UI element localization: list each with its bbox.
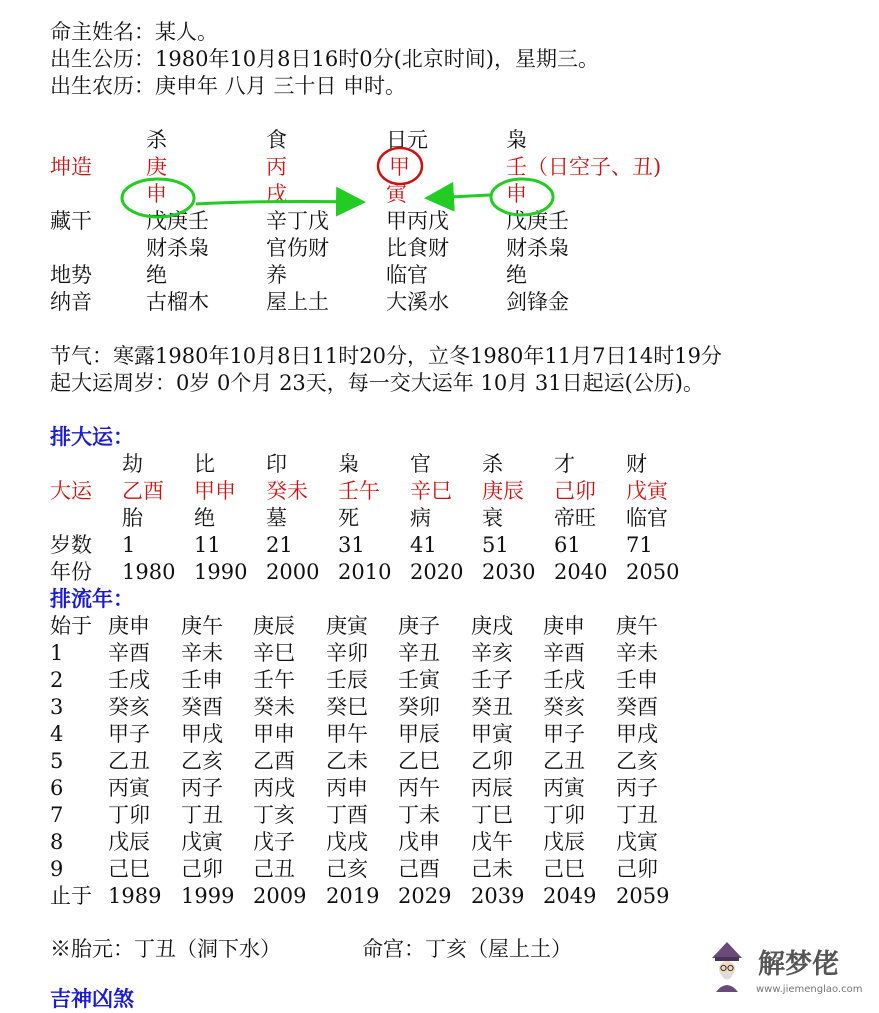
dayun-pillar: 辛巳 — [410, 479, 452, 503]
dayun-age: 31 — [338, 533, 365, 557]
liunian-cell: 辛未 — [181, 641, 223, 665]
liunian-cell: 辛亥 — [471, 641, 513, 665]
liunian-cell: 辛酉 — [108, 641, 150, 665]
liunian-cell: 戊寅 — [616, 830, 658, 854]
liunian-cell: 乙酉 — [253, 749, 295, 773]
liunian-row-label: 4 — [50, 722, 64, 746]
liunian-cell: 癸亥 — [108, 695, 150, 719]
liunian-cell: 乙亥 — [181, 749, 223, 773]
dayun-god: 才 — [554, 452, 575, 476]
liunian-cell: 甲子 — [543, 722, 585, 746]
liunian-cell: 辛卯 — [326, 641, 368, 665]
liunian-cell: 丙子 — [181, 776, 223, 800]
dayun-age: 51 — [482, 533, 509, 557]
dayun-pillar: 戊寅 — [626, 479, 668, 503]
start-luck-line: 起大运周岁：0岁 0个月 23天，每一交大运年 10月 31日起运(公历)。 — [50, 371, 704, 395]
liunian-row-label: 5 — [50, 749, 64, 773]
dayun-age: 1 — [122, 533, 136, 557]
liunian-cell: 庚申 — [108, 614, 150, 638]
liunian-cell: 戊辰 — [543, 830, 585, 854]
liunian-cell: 乙亥 — [616, 749, 658, 773]
liunian-row-label: 8 — [50, 830, 64, 854]
dayun-god: 比 — [194, 452, 215, 476]
dayun-state: 临官 — [626, 506, 668, 530]
liunian-row-label: 1 — [50, 641, 64, 665]
liunian-cell: 壬戌 — [108, 668, 150, 692]
dishi-value: 临官 — [386, 263, 428, 287]
earthly-branch: 戌 — [266, 182, 287, 206]
dishi-value: 绝 — [146, 263, 167, 287]
dayun-state: 死 — [338, 506, 359, 530]
dayun-pillar: 壬午 — [338, 479, 380, 503]
dayun-state: 绝 — [194, 506, 215, 530]
earthly-branch: 申 — [506, 182, 527, 206]
liunian-cell: 己未 — [471, 857, 513, 881]
earthly-branch: 申 — [146, 182, 167, 206]
heavenly-stem: 丙 — [266, 155, 287, 179]
dayun-year: 2030 — [482, 560, 536, 584]
watermark-brand: 解梦佬 — [758, 949, 839, 980]
dayun-year: 2010 — [338, 560, 392, 584]
liunian-cell: 甲戌 — [616, 722, 658, 746]
liunian-cell: 丁丑 — [181, 803, 223, 827]
liunian-cell: 癸酉 — [181, 695, 223, 719]
liunian-cell: 戊戌 — [326, 830, 368, 854]
dayun-god: 印 — [266, 452, 287, 476]
lunar-birth-line: 出生农历：庚申年 八月 三十日 申时。 — [50, 74, 407, 98]
dayun-pillar: 乙酉 — [122, 479, 164, 503]
liunian-cell: 庚戌 — [471, 614, 513, 638]
liunian-cell: 乙巳 — [398, 749, 440, 773]
dayun-pillar: 癸未 — [266, 479, 308, 503]
liunian-cell: 1989 — [108, 884, 162, 908]
nayin-label: 纳音 — [50, 290, 92, 314]
liunian-row-label: 2 — [50, 668, 64, 692]
nayin-value: 剑锋金 — [506, 290, 569, 314]
year-label: 年份 — [50, 560, 92, 584]
solar-terms-line: 节气：寒露1980年10月8日11时20分，立冬1980年11月7日14时19分 — [50, 344, 722, 368]
liunian-cell: 戊午 — [471, 830, 513, 854]
liunian-cell: 丁丑 — [616, 803, 658, 827]
liunian-cell: 辛巳 — [253, 641, 295, 665]
liunian-cell: 甲午 — [326, 722, 368, 746]
hidden-stems: 辛丁戊 — [266, 209, 329, 233]
dayun-pillar: 己卯 — [554, 479, 596, 503]
liunian-cell: 癸亥 — [543, 695, 585, 719]
liunian-cell: 癸卯 — [398, 695, 440, 719]
liunian-cell: 己卯 — [616, 857, 658, 881]
dayun-age: 11 — [194, 533, 221, 557]
dayun-state: 帝旺 — [554, 506, 596, 530]
liunian-cell: 2009 — [253, 884, 307, 908]
liunian-cell: 壬辰 — [326, 668, 368, 692]
liunian-cell: 乙丑 — [543, 749, 585, 773]
dayun-pillar: 甲申 — [194, 479, 236, 503]
fortune-teller-logo-icon — [710, 938, 744, 994]
liunian-row-label: 6 — [50, 776, 64, 800]
watermark-url: www.jiemenglao.com — [756, 984, 863, 995]
dayun-year: 2050 — [626, 560, 680, 584]
dayun-year: 2000 — [266, 560, 320, 584]
liunian-row-label: 9 — [50, 857, 64, 881]
liunian-row-label: 3 — [50, 695, 64, 719]
taiyuan-line: ※胎元：丁丑（洞下水） — [50, 937, 281, 961]
liunian-cell: 戊申 — [398, 830, 440, 854]
dayun-state: 衰 — [482, 506, 503, 530]
dayun-god: 劫 — [122, 452, 143, 476]
liunian-cell: 丙申 — [326, 776, 368, 800]
hidden-stems: 甲丙戊 — [386, 209, 449, 233]
hidden-gods: 财杀枭 — [146, 236, 209, 260]
ten-god: 日元 — [386, 128, 428, 152]
liunian-cell: 癸丑 — [471, 695, 513, 719]
liunian-cell: 丙辰 — [471, 776, 513, 800]
liunian-cell: 己丑 — [253, 857, 295, 881]
dayun-age: 61 — [554, 533, 581, 557]
liunian-cell: 丙子 — [616, 776, 658, 800]
liunian-cell: 戊辰 — [108, 830, 150, 854]
name-line: 命主姓名：某人。 — [50, 20, 218, 44]
age-label: 岁数 — [50, 533, 92, 557]
dayun-year: 1990 — [194, 560, 248, 584]
ten-god: 枭 — [506, 128, 527, 152]
liunian-cell: 己巳 — [108, 857, 150, 881]
liunian-cell: 2019 — [326, 884, 380, 908]
liunian-cell: 2039 — [471, 884, 525, 908]
hidden-gods: 比食财 — [386, 236, 449, 260]
liunian-cell: 戊寅 — [181, 830, 223, 854]
dayun-year: 2040 — [554, 560, 608, 584]
liunian-cell: 丁卯 — [543, 803, 585, 827]
liunian-cell: 甲寅 — [471, 722, 513, 746]
liunian-cell: 庚午 — [616, 614, 658, 638]
heavenly-stem: 庚 — [146, 155, 167, 179]
liunian-cell: 乙卯 — [471, 749, 513, 773]
green-arrow-annotation — [430, 195, 490, 198]
ten-god: 杀 — [146, 128, 167, 152]
dayun-age: 71 — [626, 533, 653, 557]
liunian-heading: 排流年： — [50, 587, 134, 611]
liunian-cell: 甲戌 — [181, 722, 223, 746]
dayun-state: 墓 — [266, 506, 287, 530]
liunian-cell: 己巳 — [543, 857, 585, 881]
kun-label: 坤造 — [50, 155, 92, 179]
liunian-cell: 庚午 — [181, 614, 223, 638]
liunian-cell: 己卯 — [181, 857, 223, 881]
earthly-branch: 寅 — [386, 182, 407, 206]
next-section-heading: 吉神凶煞 — [50, 987, 134, 1011]
liunian-row-label: 始于 — [50, 614, 92, 638]
liunian-cell: 辛丑 — [398, 641, 440, 665]
dayun-year: 2020 — [410, 560, 464, 584]
liunian-cell: 2049 — [543, 884, 597, 908]
liunian-cell: 丙戌 — [253, 776, 295, 800]
liunian-row-label: 止于 — [50, 884, 92, 908]
hidden-gods: 财杀枭 — [506, 236, 569, 260]
liunian-cell: 丁卯 — [108, 803, 150, 827]
heavenly-stem: 壬（日空子、丑) — [506, 155, 662, 179]
dayun-pillar: 庚辰 — [482, 479, 524, 503]
minggong-line: 命宫：丁亥（屋上土） — [362, 937, 572, 961]
hidden-gods: 官伤财 — [266, 236, 329, 260]
dayun-heading: 排大运： — [50, 425, 134, 449]
ten-god: 食 — [266, 128, 287, 152]
liunian-cell: 1999 — [181, 884, 235, 908]
hidden-stems: 戊庚壬 — [146, 209, 209, 233]
dayun-god: 枭 — [338, 452, 359, 476]
dayun-god: 官 — [410, 452, 431, 476]
liunian-cell: 丙午 — [398, 776, 440, 800]
dishi-value: 养 — [266, 263, 287, 287]
liunian-cell: 庚辰 — [253, 614, 295, 638]
liunian-cell: 乙未 — [326, 749, 368, 773]
liunian-cell: 乙丑 — [108, 749, 150, 773]
liunian-row-label: 7 — [50, 803, 64, 827]
liunian-cell: 甲申 — [253, 722, 295, 746]
liunian-cell: 癸未 — [253, 695, 295, 719]
liunian-cell: 戊子 — [253, 830, 295, 854]
liunian-cell: 辛酉 — [543, 641, 585, 665]
nayin-value: 古榴木 — [146, 290, 209, 314]
liunian-cell: 壬申 — [181, 668, 223, 692]
liunian-cell: 丁巳 — [471, 803, 513, 827]
liunian-cell: 丙寅 — [543, 776, 585, 800]
dishi-label: 地势 — [50, 263, 92, 287]
liunian-cell: 壬申 — [616, 668, 658, 692]
liunian-cell: 丙寅 — [108, 776, 150, 800]
liunian-cell: 甲子 — [108, 722, 150, 746]
canggan-label: 藏干 — [50, 209, 92, 233]
nayin-value: 屋上土 — [266, 290, 329, 314]
liunian-cell: 丁亥 — [253, 803, 295, 827]
liunian-cell: 壬戌 — [543, 668, 585, 692]
liunian-cell: 2029 — [398, 884, 452, 908]
liunian-cell: 癸酉 — [616, 695, 658, 719]
liunian-cell: 2059 — [616, 884, 670, 908]
liunian-cell: 丁酉 — [326, 803, 368, 827]
dayun-age: 21 — [266, 533, 293, 557]
liunian-cell: 癸巳 — [326, 695, 368, 719]
day-master-stem: 甲 — [389, 155, 410, 179]
hidden-stems: 戊庚壬 — [506, 209, 569, 233]
dayun-god: 杀 — [482, 452, 503, 476]
dayun-age: 41 — [410, 533, 437, 557]
liunian-cell: 庚寅 — [326, 614, 368, 638]
liunian-cell: 己亥 — [326, 857, 368, 881]
dayun-state: 胎 — [122, 506, 143, 530]
liunian-cell: 己酉 — [398, 857, 440, 881]
liunian-cell: 壬午 — [253, 668, 295, 692]
liunian-cell: 甲辰 — [398, 722, 440, 746]
dayun-state: 病 — [410, 506, 431, 530]
dayun-year: 1980 — [122, 560, 176, 584]
liunian-cell: 丁未 — [398, 803, 440, 827]
dayun-label: 大运 — [50, 479, 92, 503]
liunian-cell: 辛未 — [616, 641, 658, 665]
dishi-value: 绝 — [506, 263, 527, 287]
liunian-cell: 庚子 — [398, 614, 440, 638]
liunian-cell: 庚申 — [543, 614, 585, 638]
nayin-value: 大溪水 — [386, 290, 449, 314]
liunian-cell: 壬寅 — [398, 668, 440, 692]
dayun-god: 财 — [626, 452, 647, 476]
solar-birth-line: 出生公历：1980年10月8日16时0分(北京时间)，星期三。 — [50, 47, 599, 71]
liunian-cell: 壬子 — [471, 668, 513, 692]
